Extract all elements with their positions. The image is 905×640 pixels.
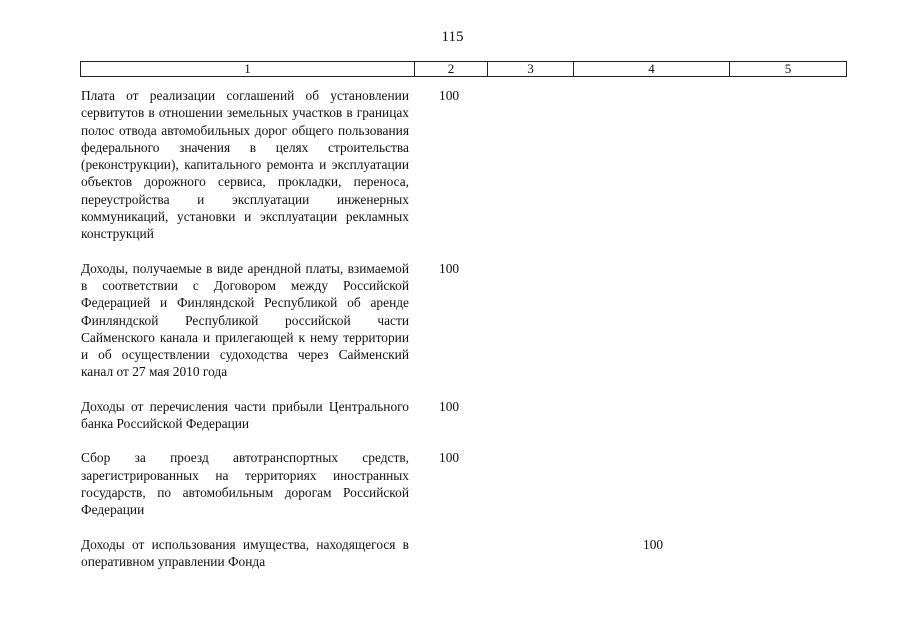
row-value-column-4: 100 bbox=[643, 536, 664, 552]
row-description: Доходы, получаемые в виде арендной платы, взимаемой в соответствии с Договором между Российской Федерацией и Финляндской Республикой об аренде Финляндской Республикой российской части Сайменского канала и прилегающей к нему территории и об осуществлении судоходства через Сайменский канал от 27 мая 2010 года bbox=[81, 260, 409, 380]
row-value-column-2: 100 bbox=[439, 450, 460, 466]
column-header-4: 4 bbox=[574, 62, 730, 76]
column-header-1: 1 bbox=[81, 62, 415, 76]
column-header-3: 3 bbox=[488, 62, 574, 76]
page-number: 115 bbox=[441, 29, 464, 45]
row-description: Плата от реализации соглашений об установлении сервитутов в отношении земельных участков в границах полос отвода автомобильных дорог общего пользования федерального значения в целях строительства (реконструкции), капитального ремонта и эксплуатации объектов дорожного сервиса, прокладки, переноса, переустройства и эксплуатации инженерных коммуникаций, установки и эксплуатации рекламных конструкций bbox=[81, 88, 409, 242]
table-header bbox=[80, 61, 847, 77]
table-row bbox=[81, 87, 847, 243]
column-header-2: 2 bbox=[415, 62, 488, 76]
row-description: Доходы от перечисления части прибыли Центрального банка Российской Федерации bbox=[81, 398, 409, 432]
table-row bbox=[81, 398, 847, 433]
row-description: Сбор за проезд автотранспортных средств, зарегистрированных на территориях иностранных государств, по автомобильным дорогам Российской Федерации bbox=[81, 450, 409, 518]
row-value-column-2: 100 bbox=[439, 398, 460, 414]
table-body bbox=[81, 87, 847, 587]
table-row bbox=[81, 536, 847, 571]
table-row bbox=[81, 260, 847, 381]
row-description: Доходы от использования имущества, находящегося в оперативном управлении Фонда bbox=[81, 536, 409, 569]
table-row bbox=[81, 449, 847, 518]
column-header-5: 5 bbox=[784, 61, 792, 76]
row-value-column-2: 100 bbox=[439, 260, 460, 276]
row-value-column-2: 100 bbox=[439, 88, 460, 103]
